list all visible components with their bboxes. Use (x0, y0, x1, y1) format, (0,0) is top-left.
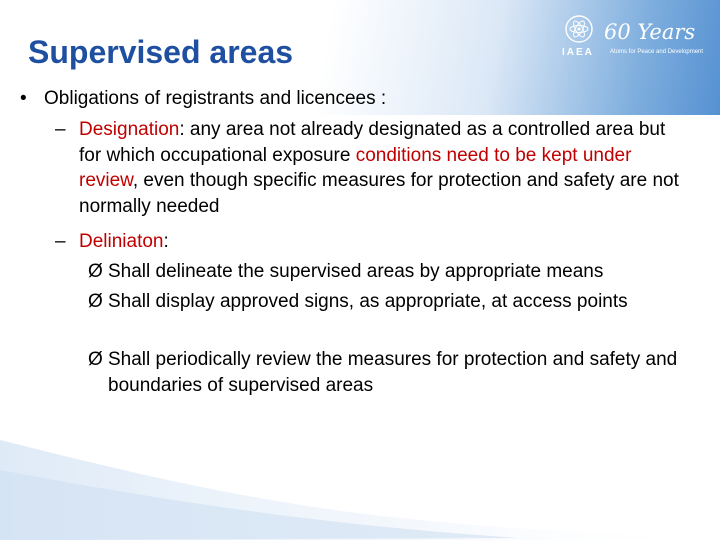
delineation-label: Deliniaton (79, 231, 164, 252)
designation-label: Designation (79, 119, 180, 140)
bullet-text: Obligations of registrants and licencees : (44, 88, 387, 109)
sub-item-text: Shall periodically review the measures for protection and safety and boundaries of supervised areas (108, 349, 678, 396)
logo-years: 60 Years (604, 20, 696, 44)
designation-text: Designation: any area not already designated as a controlled area but for which occupational exposure conditions need to be kept under review, even though specific measures for protection and safety are not normally needed (79, 119, 679, 217)
logo-tagline: Atoms for Peace and Development (610, 49, 704, 55)
dash-marker: – (55, 231, 66, 252)
logo-name: IAEA (562, 47, 594, 58)
bullet-obligations (20, 87, 386, 111)
sub-item (88, 259, 698, 285)
sub-item (88, 289, 698, 315)
item-designation (55, 117, 680, 219)
sub-item-text: Shall display approved signs, as appropriate, at access points (108, 291, 628, 312)
sub-item-text: Shall delineate the supervised areas by appropriate means (108, 261, 604, 282)
item-delineation (55, 229, 680, 255)
bullet-marker: • (20, 88, 27, 109)
arrow-bullet-icon: Ø (88, 261, 103, 282)
slide-title: Supervised areas (28, 34, 294, 70)
designation-highlight: conditions need to be kept under review (79, 144, 632, 191)
sub-item (88, 347, 698, 398)
arrow-bullet-icon: Ø (88, 291, 103, 312)
arrow-bullet-icon: Ø (88, 349, 103, 370)
delineation-text: Deliniaton: (79, 231, 169, 252)
dash-marker: – (55, 119, 66, 140)
